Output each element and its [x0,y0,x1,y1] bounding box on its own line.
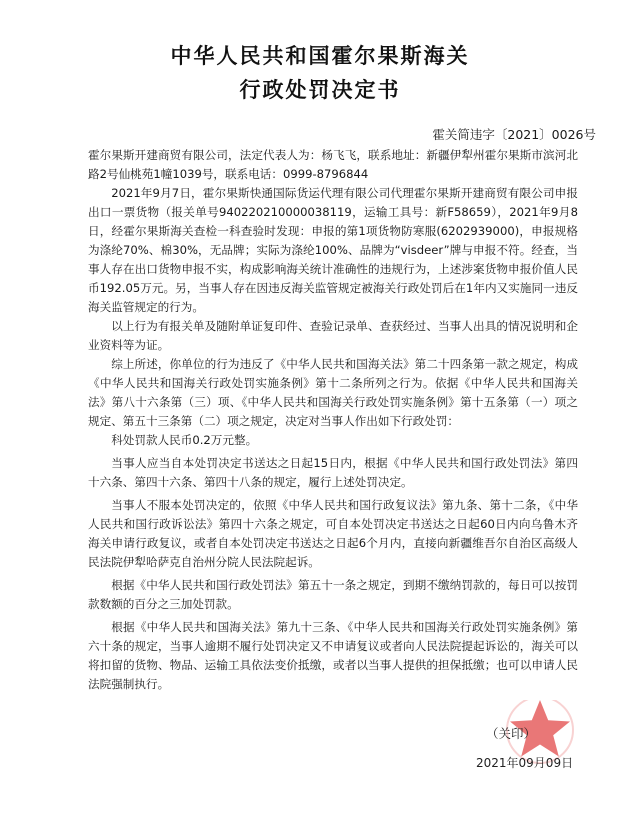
late-fee-paragraph: 根据《中华人民共和国行政处罚法》第五十一条之规定，到期不缴纳罚款的，每日可以按罚款数额的百分之三加处罚款。 [88,578,578,611]
signature-block [470,700,610,800]
document-number: 霍关简违字〔2021〕0026号 [432,127,596,142]
document-title-line1: 中华人民共和国霍尔果斯海关 [170,44,470,68]
document-title-line2: 行政处罚决定书 [239,78,401,102]
payment-deadline-paragraph: 当事人应当自本处罚决定书送达之日起15日内，根据《中华人民共和国行政处罚法》第四十六条、第四十六条、第四十八条的规定，履行上述处罚决定。 [88,456,578,489]
appeal-paragraph: 当事人不服本处罚决定的，依照《中华人民共和国行政复议法》第九条、第十二条，《中华人民共和国行政诉讼法》第四十六条之规定，可自本处罚决定书送达之日起60日内向乌鲁木齐海关申请行政复议，或者自本处罚决定书送达之日起6个月内，直接向新疆维吾尔自治区高级人民法院伊犁哈萨克自治州分院人民法院起诉。 [88,498,578,569]
decision-date: 2021年09月09日 [476,756,574,770]
document-body [88,146,578,694]
customs-seal-icon [470,700,610,800]
enforcement-paragraph: 根据《中华人民共和国海关法》第九十三条、《中华人民共和国海关行政处罚实施条例》第六十条的规定，当事人逾期不履行处罚决定又不申请复议或者向人民法院提起诉讼的，海关可以将扣留的货物、物品、运输工具依法变价抵缴，或者以当事人提供的担保抵缴；也可以申请人民法院强制执行。 [88,620,578,691]
party-info-paragraph: 霍尔果斯开建商贸有限公司，法定代表人为：杨飞飞，联系地址：新疆伊犁州霍尔果斯市滨河北路2号仙桃苑1幢1039号，联系电话：0999-8796844 [88,148,578,181]
facts-paragraph: 2021年9月7日，霍尔果斯快通国际货运代理有限公司代理霍尔果斯开建商贸有限公司申报出口一票货物（报关单号940220210000038119，运输工具号：新F58659），2021年9月8日，经霍尔果斯海关查检一科查验时发现：申报的第1项货物防寒服(6202939000)，申报规格为涤纶70%、棉30%，无品牌；实际为涤纶100%、品牌为“visdeer”牌与申报不符。经查，当事人存在出口货物申报不实，构成影响海关统计准确性的违规行为，上述涉案货物申报价值人民币192.05万元。另，当事人存在因违反海关监管规定被海关行政处罚后在1年内又实施同一违反海关监管规定的行为。 [88,186,578,314]
evidence-paragraph: 以上行为有报关单及随附单证复印件、查验记录单、查获经过、当事人出具的情况说明和企业资料等为证。 [88,319,578,352]
penalty-paragraph: 科处罚款人民币0.2万元整。 [111,433,258,447]
seal-label: （关印） [486,726,537,741]
legal-basis-paragraph: 综上所述，你单位的行为违反了《中华人民共和国海关法》第二十四条第一款之规定，构成《中华人民共和国海关行政处罚实施条例》第十二条所列之行为。依据《中华人民共和国海关法》第八十六条第（三）项、《中华人民共和国海关行政处罚实施条例》第十五条第（一）项之规定、第五十三条第（二）项之规定，决定对当事人作出如下行政处罚： [88,357,578,428]
